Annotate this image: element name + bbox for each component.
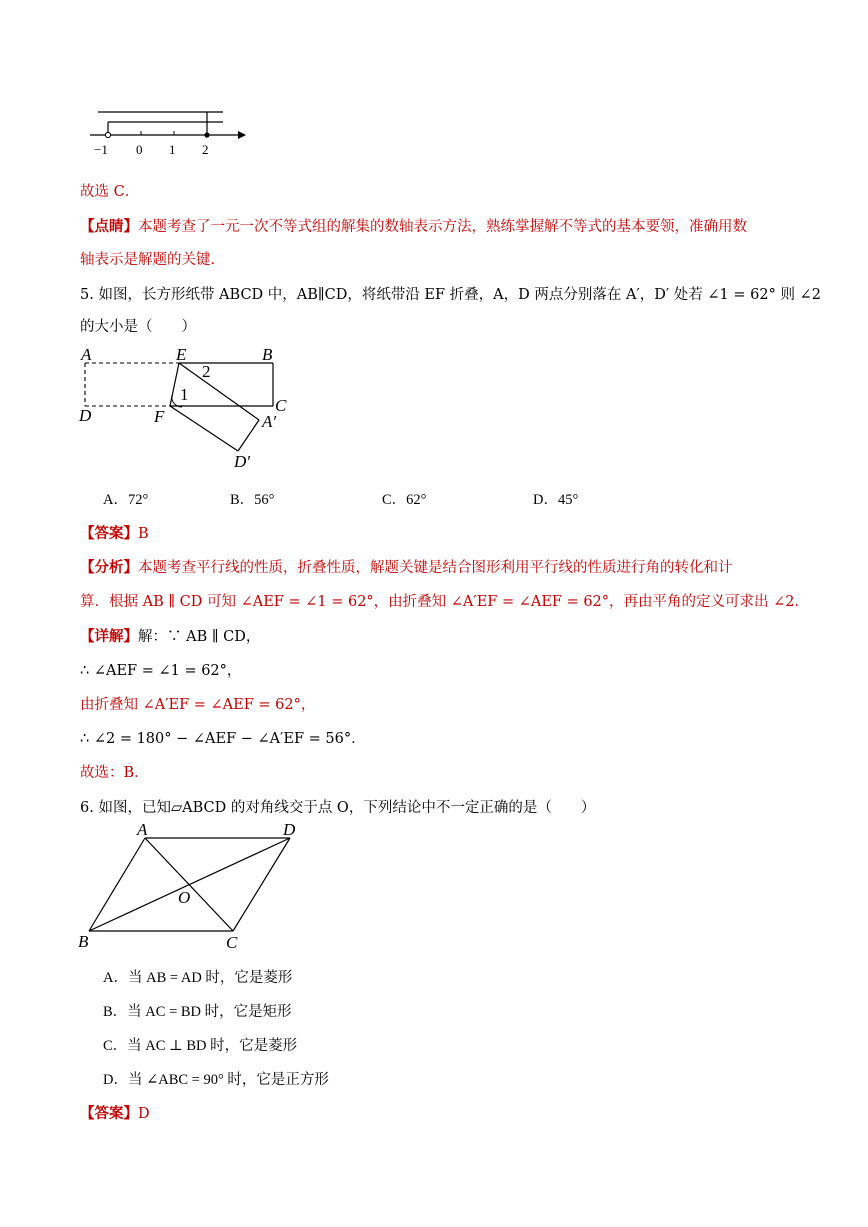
label-A: A: [81, 345, 92, 364]
q5-option-a[interactable]: A．72°: [103, 492, 149, 508]
answer-value: D: [138, 1106, 150, 1122]
label-E: E: [176, 345, 187, 364]
analysis-text: 本题考查平行线的性质，折叠性质，解题关键是结合图形利用平行线的性质进行角的转化和计: [138, 560, 733, 576]
q6-figure: [75, 818, 310, 953]
label-D-prime: D′: [234, 452, 250, 471]
label-O: O: [178, 888, 191, 907]
tick-label: 0: [136, 142, 143, 157]
prev-choose-line: 故选 C．: [80, 184, 140, 200]
label-B: B: [78, 932, 89, 951]
q5-analysis-line2: 算．根据 AB ∥ CD 可知 ∠AEF = ∠1 = 62°，由折叠知 ∠A′EF = ∠AEF = 62°，再由平角的定义可求出 ∠2．: [80, 594, 810, 610]
label-A: A: [137, 820, 148, 839]
q6-option-a[interactable]: A．当 AB = AD 时，它是菱形: [103, 970, 293, 986]
q5-detail-line1: [80, 625, 260, 646]
q6-option-b[interactable]: B．当 AC = BD 时，它是矩形: [103, 1004, 292, 1020]
answer-tag: 【答案】: [80, 1105, 138, 1122]
detail-text: 解：∵ AB ∥ CD，: [138, 629, 261, 645]
q6-answer-line: [80, 1102, 150, 1123]
q5-option-d[interactable]: D．45°: [533, 492, 579, 508]
prev-comment-line2: 轴表示是解题的关键.: [80, 252, 216, 268]
q5-detail-line4: ∴ ∠2 = 180° − ∠AEF − ∠A′EF = 56°．: [80, 731, 366, 747]
q5-option-b[interactable]: B．56°: [230, 492, 275, 508]
label-C: C: [226, 933, 238, 952]
q5-stem-line2: 的大小是（ ）: [80, 319, 196, 335]
q5-figure: [75, 343, 300, 473]
q5-stem-line1: 5. 如图，长方形纸带 ABCD 中，AB∥CD，将纸带沿 EF 折叠，A，D 两点分别落在 A′，D′ 处若 ∠1 = 62° 则 ∠2: [80, 287, 821, 303]
q5-analysis-line1: [80, 556, 733, 577]
q5-detail-line2: ∴ ∠AEF = ∠1 = 62°，: [80, 663, 242, 679]
label-1: 1: [180, 385, 189, 404]
label-D: D: [283, 820, 296, 839]
q5-choose-line: 故选：B．: [80, 765, 149, 781]
detail-tag: 【详解】: [80, 628, 138, 645]
tick-label: 1: [169, 142, 176, 157]
q5-detail-line3: 由折叠知 ∠A′EF = ∠AEF = 62°，: [80, 697, 316, 713]
answer-value: B: [138, 526, 149, 542]
q6-option-d[interactable]: D．当 ∠ABC = 90° 时，它是正方形: [103, 1072, 329, 1088]
label-2: 2: [202, 362, 211, 381]
label-C: C: [275, 396, 287, 415]
q5-option-c[interactable]: C．62°: [382, 492, 427, 508]
comment-tag: 【点睛】: [80, 218, 138, 235]
label-F: F: [154, 407, 165, 426]
number-line-figure: [80, 108, 250, 158]
q6-stem-line1: 6. 如图，已知▱ABCD 的对角线交于点 O，下列结论中不一定正确的是（ ）: [80, 800, 596, 816]
label-D: D: [79, 406, 92, 425]
label-A-prime: A′: [262, 412, 277, 431]
q5-answer-line: [80, 522, 149, 543]
q6-option-c[interactable]: C．当 AC ⊥ BD 时，它是菱形: [103, 1038, 298, 1054]
comment-text: 本题考查了一元一次不等式组的解集的数轴表示方法，熟练掌握解不等式的基本要领，准确用数: [138, 219, 747, 235]
tick-label: 2: [202, 142, 209, 157]
prev-comment-line1: [80, 215, 747, 236]
analysis-tag: 【分析】: [80, 559, 138, 576]
label-B: B: [262, 345, 273, 364]
answer-tag: 【答案】: [80, 525, 138, 542]
tick-label: −1: [94, 142, 108, 157]
